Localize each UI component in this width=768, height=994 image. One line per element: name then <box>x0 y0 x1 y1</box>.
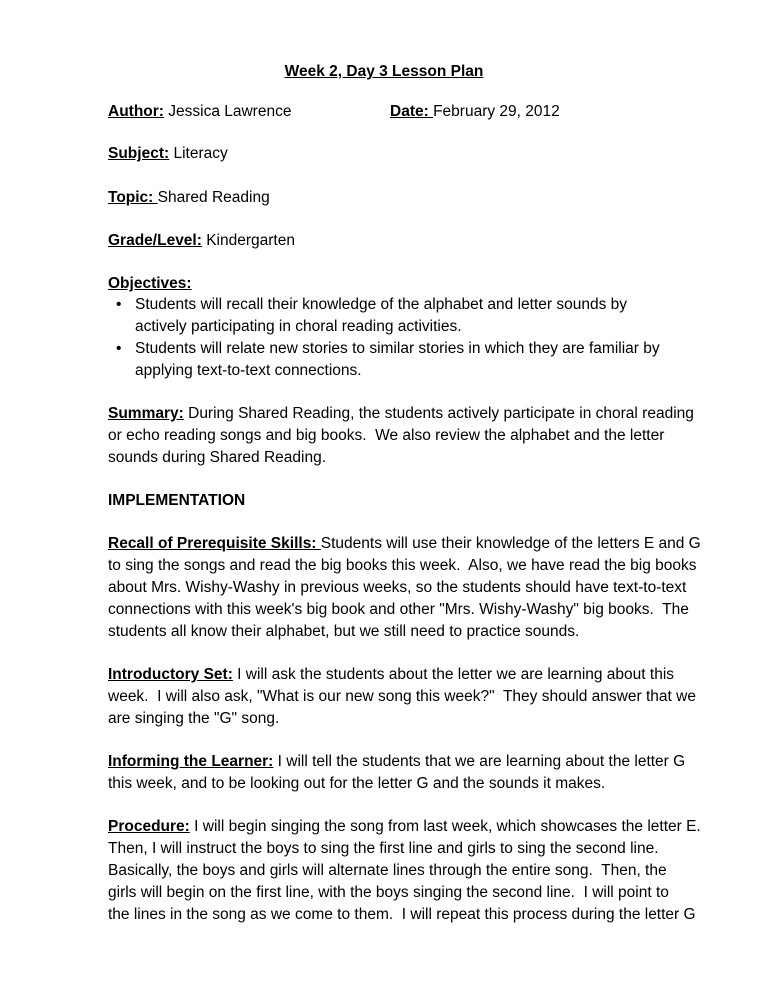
intro-label: Introductory Set: <box>108 666 233 683</box>
objective-1-line-2: actively participating in choral reading activities. <box>135 318 462 335</box>
summary-line-2: or echo reading songs and big books. We also review the alphabet and the letter <box>108 427 665 444</box>
procedure-text-1: I will begin singing the song from last week, which showcases the letter E. <box>189 818 701 835</box>
grade-value: Kindergarten <box>201 232 295 249</box>
intro-line-3: are singing the "G" song. <box>108 710 280 727</box>
intro-line-1 <box>108 664 674 686</box>
recall-line-4: connections with this week's big book and other "Mrs. Wishy-Washy" big books. The <box>108 601 689 618</box>
procedure-line-5: the lines in the song as we come to them. I will repeat this process during the letter G <box>108 906 696 923</box>
procedure-line-3: Basically, the boys and girls will alternate lines through the entire song. Then, the <box>108 862 667 879</box>
summary-label: Summary: <box>108 405 184 422</box>
date-value: February 29, 2012 <box>433 103 560 120</box>
procedure-line-2: Then, I will instruct the boys to sing the first line and girls to sing the second line. <box>108 840 659 857</box>
summary-text-1: During Shared Reading, the students actively participate in choral reading <box>183 405 694 422</box>
grade-label: Grade/Level: <box>108 232 202 249</box>
subject-value: Literacy <box>169 145 228 162</box>
recall-line-1 <box>108 533 701 555</box>
procedure-label: Procedure: <box>108 818 190 835</box>
topic-label: Topic: <box>108 189 158 206</box>
procedure-line-4: girls will begin on the first line, with the boys singing the second line. I will point to <box>108 884 669 901</box>
date-line <box>390 101 560 123</box>
grade-line <box>108 230 295 252</box>
author-label: Author: <box>108 103 164 120</box>
recall-line-3: about Mrs. Wishy-Washy in previous weeks, so the students should have text-to-text <box>108 579 687 596</box>
summary-line-3: sounds during Shared Reading. <box>108 449 327 466</box>
topic-value: Shared Reading <box>157 189 270 206</box>
summary-line-1 <box>108 403 694 425</box>
objective-2-line-1: Students will relate new stories to similar stories in which they are familiar by <box>135 340 660 357</box>
topic-line <box>108 187 270 209</box>
objective-2-line-2: applying text-to-text connections. <box>135 362 362 379</box>
bullet-1: • <box>116 296 122 313</box>
subject-label: Subject: <box>108 145 170 162</box>
author-line <box>108 101 291 123</box>
inform-text-1: I will tell the students that we are learning about the letter G <box>273 753 686 770</box>
objectives-heading <box>108 273 192 295</box>
objectives-label: Objectives: <box>108 275 192 292</box>
inform-line-2: this week, and to be looking out for the letter G and the sounds it makes. <box>108 775 606 792</box>
bullet-2: • <box>116 340 122 357</box>
recall-line-5: students all know their alphabet, but we still need to practice sounds. <box>108 623 580 640</box>
recall-text-1: Students will use their knowledge of the letters E and G <box>320 535 701 552</box>
inform-line-1 <box>108 751 685 773</box>
intro-line-2: week. I will also ask, "What is our new song this week?" They should answer that we <box>108 688 696 705</box>
date-label: Date: <box>390 103 434 120</box>
implementation-heading: IMPLEMENTATION <box>108 492 246 509</box>
objective-1-line-1: Students will recall their knowledge of the alphabet and letter sounds by <box>135 296 627 313</box>
doc-title: Week 2, Day 3 Lesson Plan <box>284 63 484 80</box>
recall-label: Recall of Prerequisite Skills: <box>108 535 321 552</box>
recall-line-2: to sing the songs and read the big books this week. Also, we have read the big books <box>108 557 697 574</box>
intro-text-1: I will ask the students about the letter we are learning about this <box>232 666 675 683</box>
procedure-line-1 <box>108 816 701 838</box>
subject-line <box>108 143 228 165</box>
author-value: Jessica Lawrence <box>163 103 292 120</box>
inform-label: Informing the Learner: <box>108 753 274 770</box>
